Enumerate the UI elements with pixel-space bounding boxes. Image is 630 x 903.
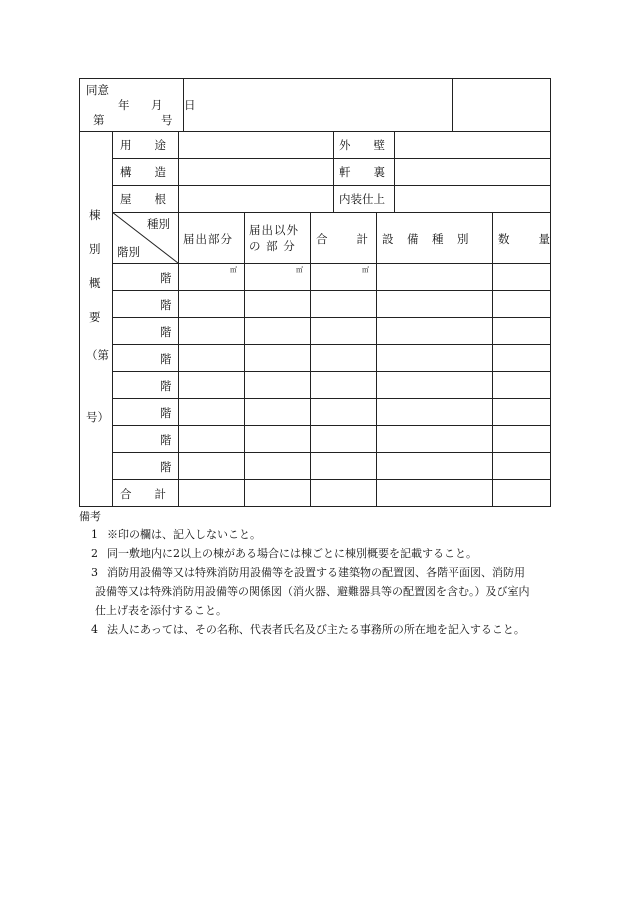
remark-text: 消防用設備等又は特殊消防用設備等を設置する建築物の配置図、各階平面図、消防用 <box>107 566 525 579</box>
col-quantity: 数 量 <box>498 232 552 246</box>
rule <box>333 131 334 213</box>
floor-label: 階 <box>160 406 172 420</box>
remark-text: 仕上げ表を添付すること。 <box>95 604 227 617</box>
remark-text: 法人にあっては、その名称、代表者氏名及び主たる事務所の所在地を記入すること。 <box>107 623 525 636</box>
rule <box>178 131 179 507</box>
remark-text: 設備等又は特殊消防用設備等の関係図（消火器、避難器具等の配置図を含む。）及び室内 <box>95 585 530 598</box>
field-exterior-wall-label: 外 壁 <box>339 138 385 152</box>
remark-text: ※印の欄は、記入しないこと。 <box>107 528 261 541</box>
rule <box>550 78 551 507</box>
field-use-label: 用 途 <box>120 138 166 152</box>
side-label-char: 要 <box>89 310 101 324</box>
col-notified: 届出部分 <box>183 232 233 246</box>
consent-label: 同意 <box>86 83 109 97</box>
rule <box>492 212 493 507</box>
rule <box>79 131 551 132</box>
field-roof-label: 屋 根 <box>120 192 166 206</box>
remark-text: 同一敷地内に2以上の棟がある場合には棟ごとに棟別概要を記載すること。 <box>107 547 477 560</box>
consent-number-suffix: 号 <box>161 113 173 127</box>
col-equipment: 設 備 種 別 <box>382 232 470 246</box>
remark-number: 3 <box>91 566 98 579</box>
field-structure-label: 構 造 <box>120 165 166 179</box>
side-label-char: 号） <box>86 410 109 424</box>
field-eaves-label: 軒 裏 <box>339 165 385 179</box>
rule <box>79 78 551 79</box>
consent-number-prefix: 第 <box>93 113 105 127</box>
unit-sqm: ㎡ <box>296 266 303 274</box>
consent-date: 年 月 日 <box>118 98 201 112</box>
rule <box>244 212 245 507</box>
header-type: 種別 <box>147 217 170 231</box>
floor-label: 階 <box>160 433 172 447</box>
col-total: 合 計 <box>316 232 370 246</box>
total-row-label: 合 計 <box>120 487 166 501</box>
remark-number: 2 <box>91 547 98 560</box>
remarks-title: 備考 <box>79 510 101 523</box>
rule <box>394 131 395 213</box>
side-label-char: 概 <box>89 276 101 290</box>
col-other-line1: 届出以外 <box>249 223 299 237</box>
rule <box>452 78 453 132</box>
header-floor: 階別 <box>117 245 140 259</box>
rule <box>310 212 311 507</box>
field-interior-finish-label: 内装仕上 <box>339 192 385 206</box>
rule <box>79 78 80 507</box>
side-label-char: 別 <box>89 242 101 256</box>
floor-label: 階 <box>160 352 172 366</box>
floor-label: 階 <box>160 460 172 474</box>
unit-sqm: ㎡ <box>230 266 237 274</box>
side-label-char: 棟 <box>89 208 101 222</box>
rule <box>79 506 551 507</box>
side-label-char: （第 <box>86 348 109 362</box>
floor-label: 階 <box>160 298 172 312</box>
floor-label: 階 <box>160 325 172 339</box>
col-other-line2: の 部 分 <box>249 239 296 253</box>
unit-sqm: ㎡ <box>362 266 369 274</box>
rule <box>376 212 377 507</box>
floor-label: 階 <box>160 379 172 393</box>
remark-number: 1 <box>91 528 98 541</box>
rule <box>112 131 113 507</box>
floor-label: 階 <box>160 271 172 285</box>
remark-number: 4 <box>91 623 98 636</box>
